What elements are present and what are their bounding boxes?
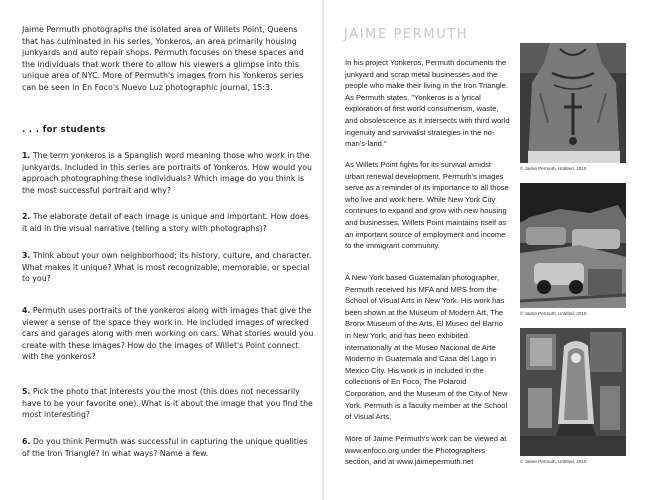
students-heading: . . . for students [22, 125, 106, 135]
photo-tattooed-back [520, 43, 626, 163]
question-text: Pick the photo that interests you the most (this does not necessarily have to be your favorite one). What is it about the image that you find the most interesting? [22, 387, 313, 420]
question-number: 6. [22, 437, 31, 446]
question-text: The term yonkeros is a Spanglish word meaning those who work in the junkyards. Included in this series are portraits of Yonkeros. How would you approach photographing these individuals? Which image do you think is the most successful portrait and why? [22, 151, 312, 195]
question-number: 5. [22, 387, 31, 396]
question-number: 3. [22, 251, 31, 260]
question-3 [22, 250, 314, 285]
bio-paragraph-3: A New York based Guatemalan photographer, Permuth received his MFA and MPS from the School of Visual Arts in New York. His work has been shown at the Museum of Modern Art, The Bronx Museum of the Arts, El Museo del Barrio in New York; and has been exhibited internationally at the Museo Nacional de Arte Moderno in Guatemala and Casa del Lago in Mexico City. His work is in included in the collections of En Foco, The Polaroid Corporation, and the Museum of the City of New York. Permuth is a faculty member at the School of Visual Arts. [345, 273, 508, 422]
question-1 [22, 150, 314, 196]
photo-junkyard-cars [520, 183, 626, 308]
question-6 [22, 436, 314, 459]
question-number: 4. [22, 306, 31, 315]
bio-paragraph-2: As Willets Point fights for its survival amidst urban renewal development, Permuth's images serve as a reminder of its importance to all those who live and work here. While New York City continues to expand and grow with new housing and businesses, Willets Point maintains itself as an important source of employment and income to the immigrant community. [345, 160, 509, 251]
artist-title: JAIME PERMUTH [344, 27, 469, 42]
question-5 [22, 386, 314, 421]
intro-paragraph: Jaime Permuth photographs the isolated area of Willets Point, Queens that has culminated in his series, Yonkeros, an area primarily housing junkyards and auto repair shops. Permuth focuses on these spaces and the individuals that work there to allow his viewers a glimpse into this unique area of NYC. More of Permuth's images from his Yonkeros series can be seen in En Foco's Nuevo Luz photographic journal, 15:3. [22, 25, 304, 92]
question-text: Do you think Permuth was successful in capturing the unique qualities of the Iron Triangle? In what ways? Name a few. [22, 437, 308, 458]
bio-paragraph-4: More of Jaime Permuth's work can be viewed at www.enfoco.org under the Photographers section, and at www.jaimepermuth.net [345, 434, 507, 467]
photo-credit-3: © Jaime Permuth, Untitled, 2010 [520, 459, 587, 464]
question-number: 1. [22, 151, 31, 160]
photo-shrine [520, 328, 626, 456]
question-text: Think about your own neighborhood; its history, culture, and character. What makes it unique? What is most recognizable, memorable, or special to you? [22, 251, 312, 284]
left-page [0, 0, 323, 500]
photo-credit-1: © Jaime Permuth, Untitled, 2010 [520, 166, 587, 171]
question-text: The elaborate detail of each image is unique and important. How does it aid in the visual narrative (telling a story with photographs)? [22, 212, 309, 233]
question-number: 2. [22, 212, 31, 221]
question-2 [22, 211, 314, 234]
photo-credit-2: © Jaime Permuth, Untitled, 2010 [520, 311, 587, 316]
question-text: Permuth uses portraits of the yonkeros along with images that give the viewer a sense of the space they work in. He included images of wrecked cars and garages along with men working on cars. What stories would you create with these images? How do the images of Willet's Point connect with the yonkeros? [22, 306, 314, 362]
question-4 [22, 305, 314, 363]
bio-paragraph-1: In his project Yonkeros, Permuth documents the junkyard and scrap metal businesses and the people who make their living in the Iron Triangle. As Permuth states, "Yonkeros is a lyrical exploration of first world consumerism, waste, and obsolescence as it intersects with third world ingenuity and survivalist strategies in the no-man's-land." [345, 58, 510, 149]
